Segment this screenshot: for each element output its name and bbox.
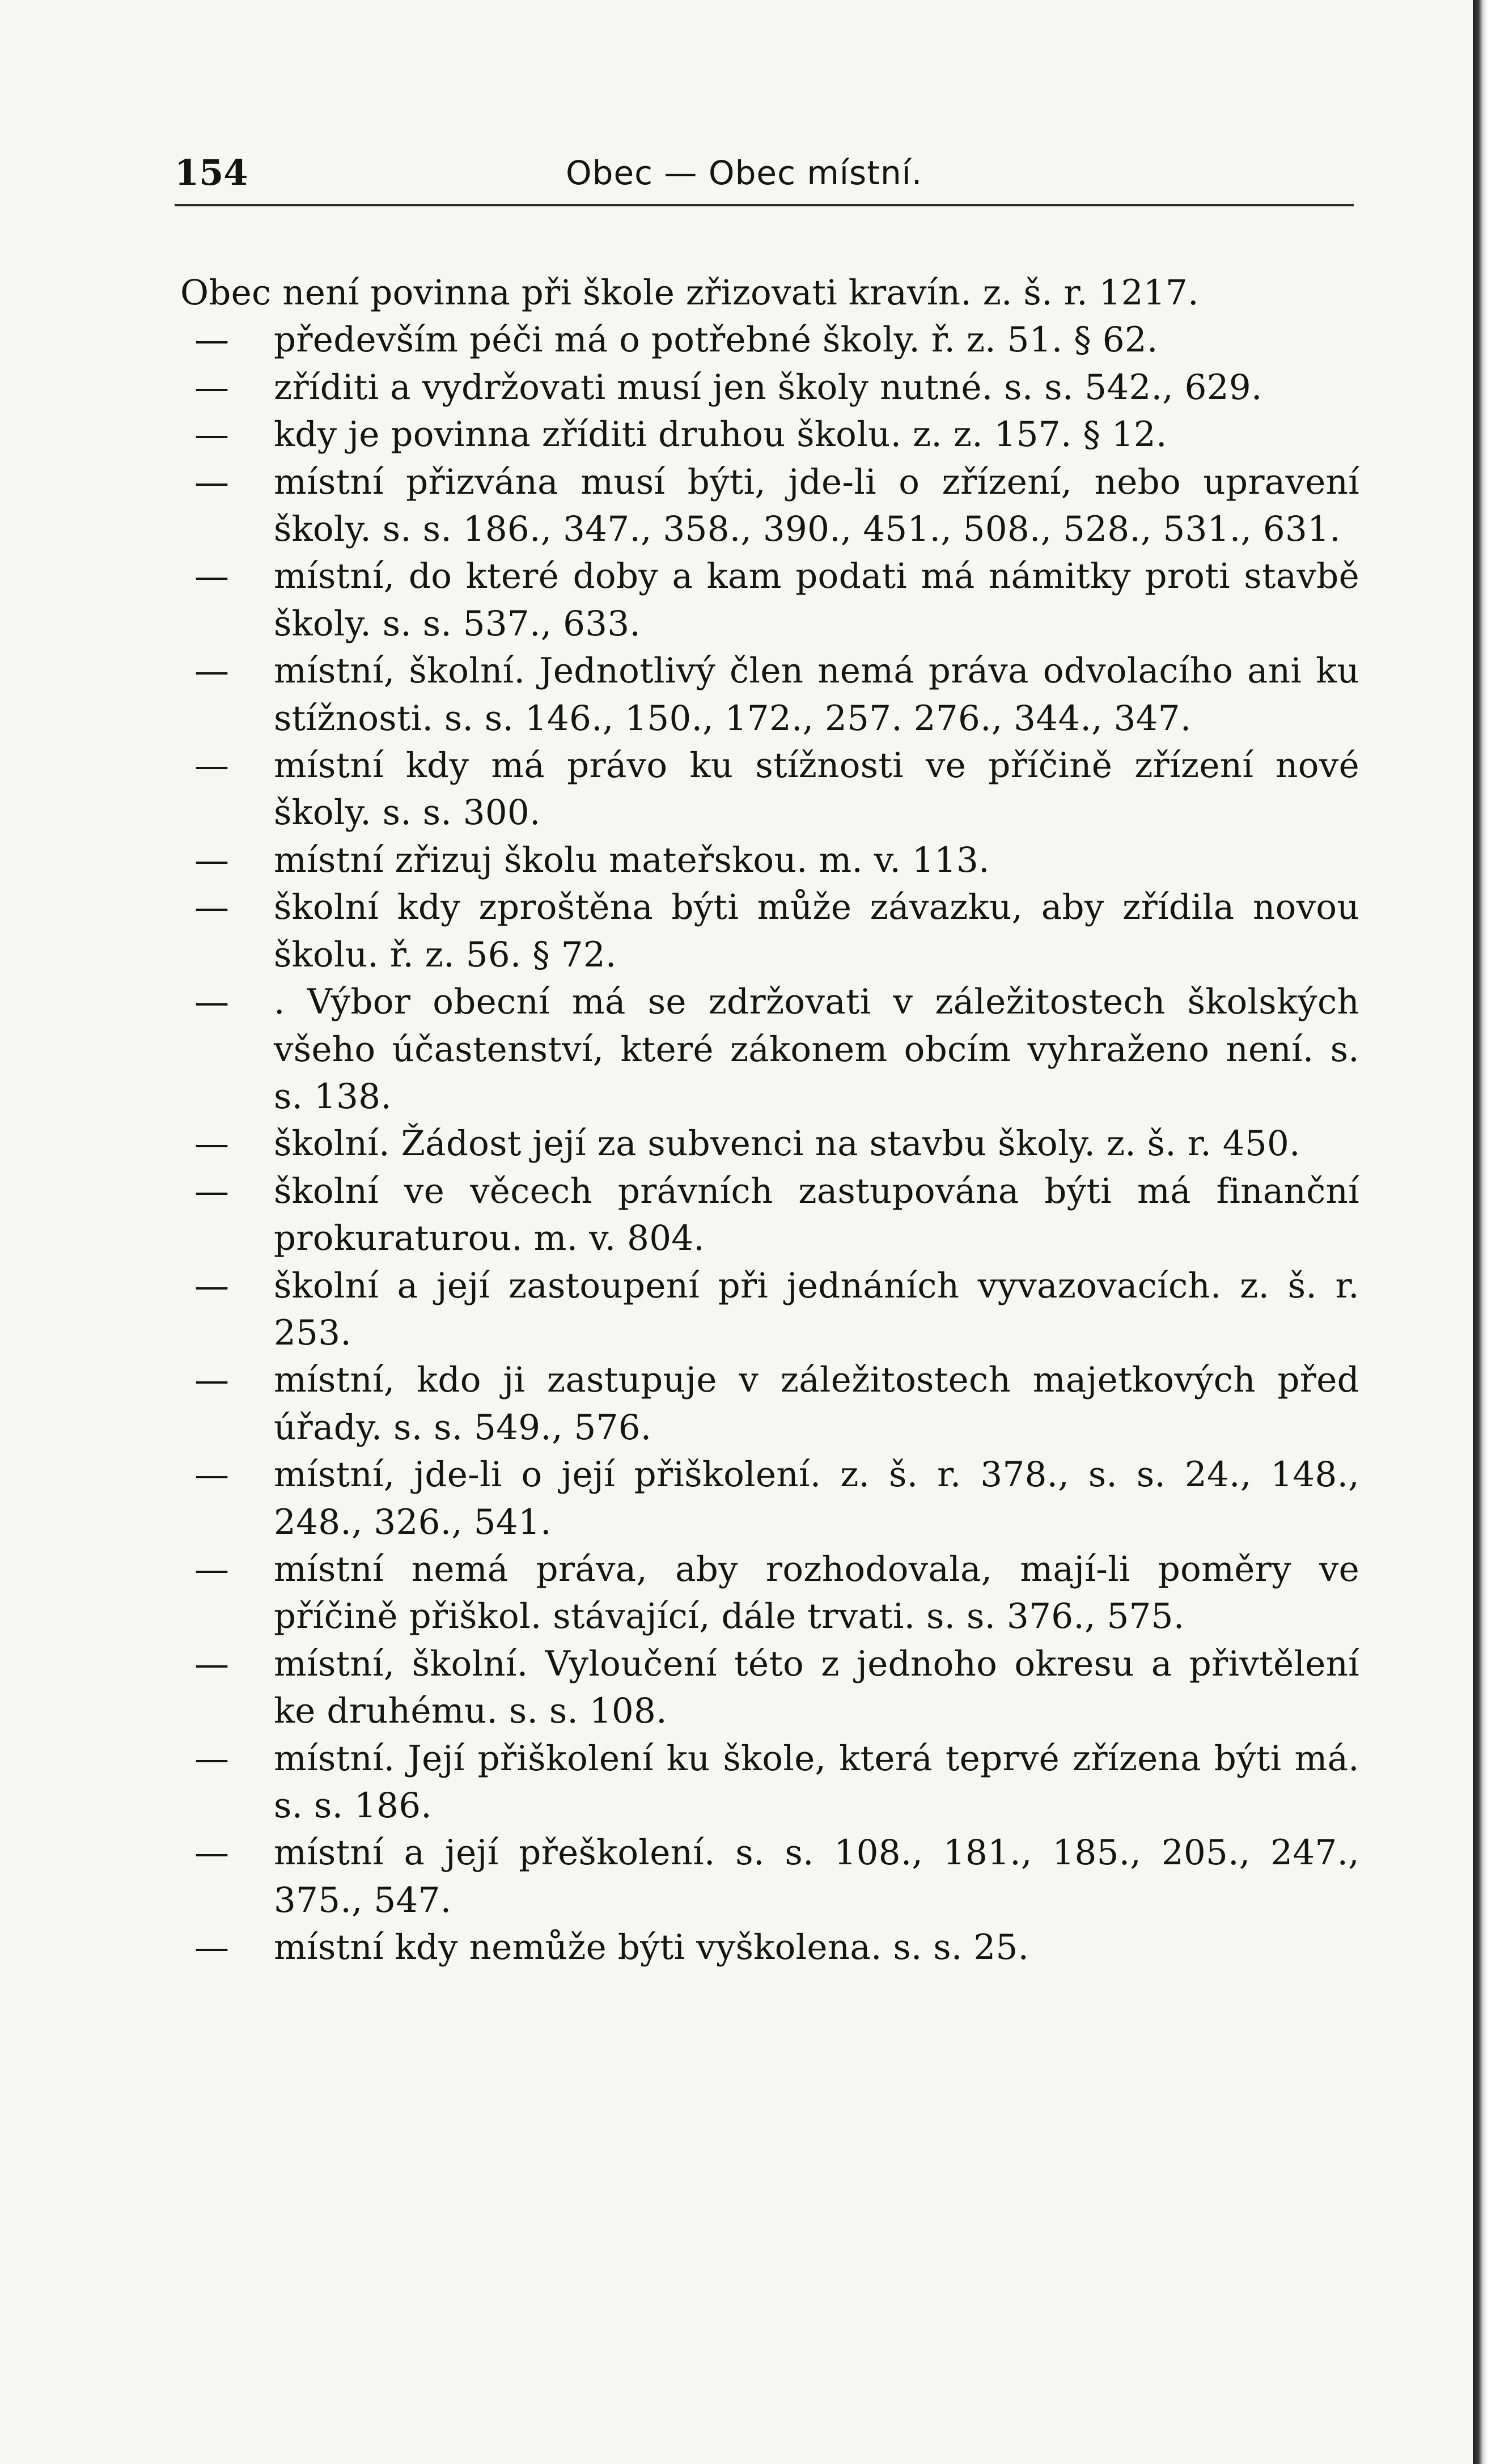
index-entry xyxy=(180,837,1359,884)
entry-text: školní. Žádost její za subvenci na stavbu školy. z. š. r. 450. xyxy=(274,1123,1300,1164)
index-entry xyxy=(180,411,1359,458)
index-entry xyxy=(180,884,1359,978)
entry-text: místní zřizuj školu mateřskou. m. v. 113. xyxy=(274,839,990,880)
entry-dash: — xyxy=(194,556,230,597)
entry-dash: — xyxy=(194,839,230,880)
entry-text: místní přizvána musí býti, jde-li o zřízení, nebo upravení školy. s. s. 186., 347., 358., 390., 451., 508., 528., 531., 631. xyxy=(274,461,1359,550)
entry-dash: — xyxy=(194,414,230,455)
index-entry xyxy=(180,1120,1359,1167)
entry-dash: — xyxy=(194,1927,230,1968)
index-entry xyxy=(180,978,1359,1120)
index-entry xyxy=(180,1262,1359,1357)
entry-dash: — xyxy=(194,320,230,361)
entry-dash: — xyxy=(194,1738,230,1779)
index-entry xyxy=(180,1735,1359,1830)
entry-text: místní kdy nemůže býti vyškolena. s. s. 25. xyxy=(274,1927,1029,1968)
entry-dash: — xyxy=(194,1360,230,1401)
entry-dash: — xyxy=(194,745,230,786)
index-entry xyxy=(180,1451,1359,1546)
index-entry xyxy=(180,364,1359,411)
entry-dash: — xyxy=(194,651,230,692)
entry-dash: — xyxy=(194,461,230,502)
entry-dash: — xyxy=(194,1170,230,1211)
entry-dash: — xyxy=(194,982,230,1023)
entry-text: místní kdy má právo ku stížnosti ve příčině zřízení nové školy. s. s. 300. xyxy=(274,745,1359,833)
entry-text: školní kdy zproštěna býti může závazku, aby zřídila novou školu. ř. z. 56. § 72. xyxy=(274,887,1359,975)
entry-dash: — xyxy=(194,367,230,408)
entry-text: místní. Její přiškolení ku škole, která teprvé zřízena býti má. s. s. 186. xyxy=(274,1738,1359,1826)
entry-dash: — xyxy=(194,1123,230,1164)
entry-text: především péči má o potřebné školy. ř. z. 51. § 62. xyxy=(274,320,1158,361)
entry-text: místní, do které doby a kam podati má námitky proti stavbě školy. s. s. 537., 633. xyxy=(274,556,1359,644)
entry-dash: — xyxy=(194,1643,230,1684)
entry-dash: — xyxy=(194,1833,230,1873)
entry-dash: — xyxy=(194,1549,230,1589)
entry-text: místní nemá práva, aby rozhodovala, mají-li poměry ve příčině přiškol. stávající, dále trvati. s. s. 376., 575. xyxy=(274,1549,1359,1637)
entry-text: místní, školní. Jednotlivý člen nemá práva odvolacího ani ku stížnosti. s. s. 146., 150., 172., 257. 276., 344., 347. xyxy=(274,651,1359,739)
index-entry xyxy=(180,459,1359,553)
index-entry xyxy=(180,316,1359,363)
page-number: 154 xyxy=(175,152,248,193)
index-entry xyxy=(180,742,1359,837)
page-header xyxy=(175,145,1354,207)
index-entry xyxy=(180,1356,1359,1451)
entry-text: místní, školní. Vyloučení této z jednoho okresu a přivtělení ke druhému. s. s. 108. xyxy=(274,1643,1359,1732)
entry-dash: — xyxy=(194,1454,230,1495)
entry-text: . Výbor obecní má se zdržovati v záležitostech školských všeho účastenství, které zákonem obcím vyhraženo není. s. s. 138. xyxy=(274,982,1359,1117)
entry-dash: — xyxy=(194,887,230,928)
entry-text: školní ve věcech právních zastupována býti má finanční prokuraturou. m. v. 804. xyxy=(274,1170,1359,1259)
entry-text: kdy je povinna zříditi druhou školu. z. z. 157. § 12. xyxy=(274,414,1167,455)
index-entry xyxy=(180,1168,1359,1262)
entry-text: místní, jde-li o její přiškolení. z. š. r. 378., s. s. 24., 148., 248., 326., 541. xyxy=(274,1454,1359,1542)
index-entry xyxy=(180,647,1359,742)
index-entry xyxy=(180,1924,1359,1971)
entry-text: místní, kdo ji zastupuje v záležitostech majetkových před úřady. s. s. 549., 576. xyxy=(274,1360,1359,1448)
index-entry xyxy=(180,1829,1359,1924)
running-title: Obec — Obec místní. xyxy=(566,154,923,192)
index-entry xyxy=(180,1640,1359,1735)
entry-text: místní a její přeškolení. s. s. 108., 181., 185., 205., 247., 375., 547. xyxy=(274,1833,1359,1920)
entry-dash: — xyxy=(194,1265,230,1306)
entry-text: školní a její zastoupení při jednáních vyvazovacích. z. š. r. 253. xyxy=(274,1265,1359,1353)
index-entry xyxy=(180,269,1359,316)
page-edge-shadow xyxy=(1473,0,1500,2464)
header-rule xyxy=(175,204,1354,206)
index-entry xyxy=(180,1546,1359,1640)
entry-text: zříditi a vydržovati musí jen školy nutné. s. s. 542., 629. xyxy=(274,367,1262,408)
entry-text: Obec není povinna při škole zřizovati kravín. z. š. r. 1217. xyxy=(180,273,1199,313)
index-entries xyxy=(180,269,1359,1971)
index-entry xyxy=(180,553,1359,647)
